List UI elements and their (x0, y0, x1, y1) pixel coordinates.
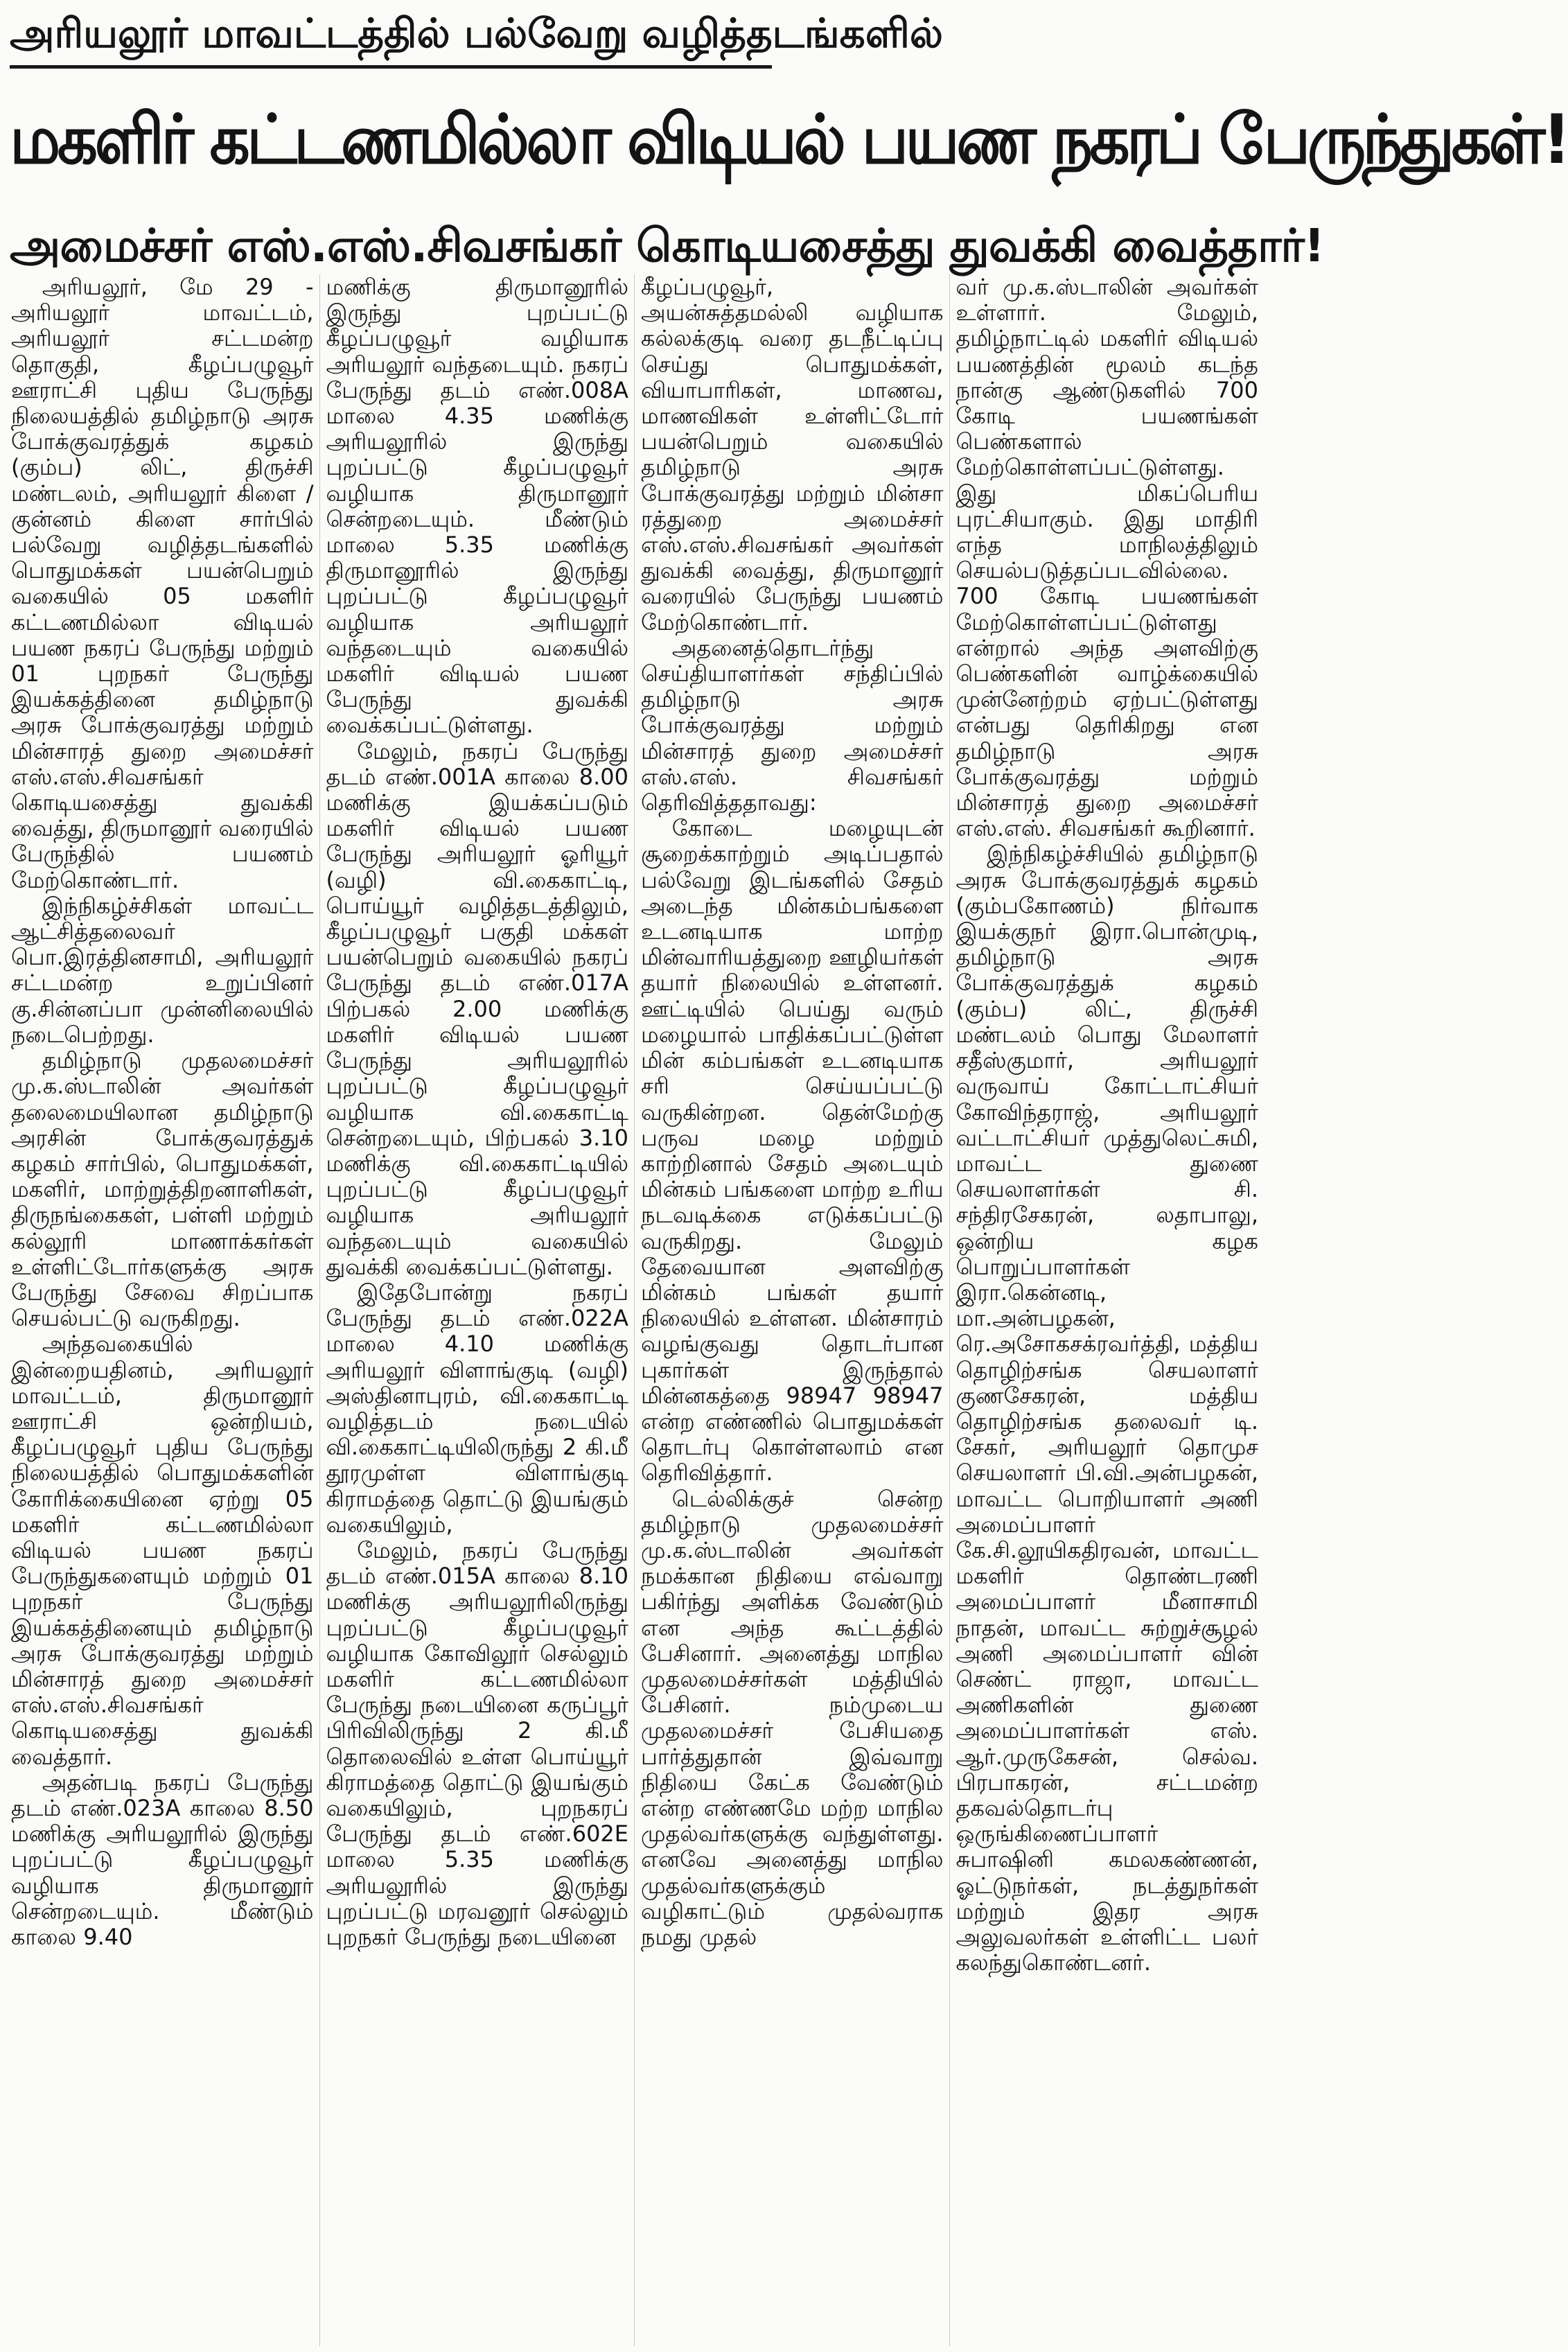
article-body (11, 274, 1258, 2346)
article-paragraph: வர் மு.க.ஸ்டாலின் அவர்கள் உள்ளார். மேலும், தமிழ்நாட்டில் மகளிர் விடியல் பயணத்தின் மூலம் கடந்த நான்கு ஆண்டுகளில் 700 கோடி பயணங்கள் பெண்களால் மேற்கொள்ளப்பட்டுள்ளது. இது மிகப்பெரிய புரட்சியாகும். இது மாதிரி எந்த மாநிலத்திலும் செயல்படுத்தப்படவில்லை. 700 கோடி பயணங்கள் மேற்கொள்ளப்பட்டுள்ளது என்றால் அந்த அளவிற்கு பெண்களின் வாழ்க்கையில் முன்னேற்றம் ஏற்பட்டுள்ளது என்பது தெரிகிறது என தமிழ்நாடு அரசு போக்குவரத்து மற்றும் மின்சாரத் துறை அமைச்சர் எஸ்.எஸ். சிவசங்கர் கூறினார். (955, 274, 1258, 842)
article-column-4 (956, 274, 1259, 2346)
article-paragraph: கீழப்பழுவூர், அயன்சுத்தமல்லி வழியாக கல்லக்குடி வரை தடநீட்டிப்பு செய்து பொதுமக்கள், வியாபாரிகள், மாணவ, மாணவிகள் உள்ளிட்டோர் பயன்பெறும் வகையில் தமிழ்நாடு அரசு போக்குவரத்து மற்றும் மின்சா ரத்துறை அமைச்சர் எஸ்.எஸ்.சிவசங்கர் அவர்கள் துவக்கி வைத்து, திருமானூர் வரையில் பேருந்து பயணம் மேற்கொண்டார். (641, 274, 944, 635)
article-column-2 (326, 274, 629, 2346)
article-column-1 (11, 274, 314, 2346)
article-paragraph: தமிழ்நாடு முதலமைச்சர் மு.க.ஸ்டாலின் அவர்கள் தலைமையிலான தமிழ்நாடு அரசின் போக்குவரத்துக் கழகம் சார்பில், பொதுமக்கள், மகளிர், மாற்றுத்திறனாளிகள், திருநங்கைகள், பள்ளி மற்றும் கல்லூரி மாணாக்கர்கள் உள்ளிட்டோர்களுக்கு அரசு பேருந்து சேவை சிறப்பாக செயல்பட்டு வருகிறது. (11, 1047, 314, 1332)
article-paragraph: இதேபோன்று நகரப் பேருந்து தடம் எண்.022A மாலை 4.10 மணிக்கு அரியலூர் விளாங்குடி (வழி) அஸ்தினாபுரம், வி.கைகாட்டி வழித்தடம் நடையில் வி.கைகாட்டியிலிருந்து 2 கி.மீ தூரமுள்ள விளாங்குடி கிராமத்தை தொட்டு இயங்கும் வகையிலும், (326, 1279, 628, 1538)
article-paragraph: அரியலூர், மே 29 - அரியலூர் மாவட்டம், அரியலூர் சட்டமன்ற தொகுதி, கீழப்பழுவூர் ஊராட்சி புதிய பேருந்து நிலையத்தில் தமிழ்நாடு அரசு போக்குவரத்துக் கழகம் (கும்ப) லிட், திருச்சி மண்டலம், அரியலூர் கிளை / குன்னம் கிளை சார்பில் பல்வேறு வழித்தடங்களில் பொதுமக்கள் பயன்பெறும் வகையில் 05 மகளிர் கட்டணமில்லா விடியல் பயண நகரப் பேருந்து மற்றும் 01 புறநகர் பேருந்து இயக்கத்தினை தமிழ்நாடு அரசு போக்குவரத்து மற்றும் மின்சாரத் துறை அமைச்சர் எஸ்.எஸ்.சிவசங்கர் கொடியசைத்து துவக்கி வைத்து, திருமானூர் வரையில் பேருந்தில் பயணம் மேற்கொண்டார். (11, 274, 314, 893)
article-paragraph: இந்நிகழ்ச்சிகள் மாவட்ட ஆட்சித்தலைவர் பொ.இரத்தினசாமி, அரியலூர் சட்டமன்ற உறுப்பினர் கு.சின்னப்பா முன்னிலையில் நடைபெற்றது. (11, 892, 314, 1048)
main-headline: மகளிர் கட்டணமில்லா விடியல் பயண நகரப் பேருந்துகள்! (10, 100, 1568, 179)
article-paragraph: டெல்லிக்குச் சென்ற தமிழ்நாடு முதலமைச்சர் மு.க.ஸ்டாலின் அவர்கள் நமக்கான நிதியை எவ்வாறு பகிர்ந்து அளிக்க வேண்டும் என அந்த கூட்டத்தில் பேசினார். அனைத்து மாநில முதலமைச்சர்கள் மத்தியில் பேசினர். நம்முடைய முதலமைச்சர் பேசியதை பார்த்துதான் இவ்வாறு நிதியை கேட்க வேண்டும் என்ற எண்ணமே மற்ற மாநில முதல்வர்களுக்கு வந்துள்ளது. எனவே அனைத்து மாநில முதல்வர்களுக்கும் வழிகாட்டும் முதல்வராக நமது முதல் (641, 1485, 944, 1950)
article-paragraph: அந்தவகையில் இன்றையதினம், அரியலூர் மாவட்டம், திருமானூர் ஊராட்சி ஒன்றியம், கீழப்பழுவூர் புதிய பேருந்து நிலையத்தில் பொதுமக்களின் கோரிக்கையினை ஏற்று 05 மகளிர் கட்டணமில்லா விடியல் பயண நகரப் பேருந்துகளையும் மற்றும் 01 புறநகர் பேருந்து இயக்கத்தினையும் தமிழ்நாடு அரசு போக்குவரத்து மற்றும் மின்சாரத் துறை அமைச்சர் எஸ்.எஸ்.சிவசங்கர் கொடியசைத்து துவக்கி வைத்தார். (11, 1331, 314, 1770)
article-paragraph: மேலும், நகரப் பேருந்து தடம் எண்.001A காலை 8.00 மணிக்கு இயக்கப்படும் மகளிர் விடியல் பயண பேருந்து அரியலூர் ஓரியூர் (வழி) வி.கைகாட்டி, பொய்யூர் வழித்தடத்திலும், கீழப்பழுவூர் பகுதி மக்கள் பயன்பெறும் வகையில் நகரப் பேருந்து தடம் எண்.017A பிற்பகல் 2.00 மணிக்கு மகளிர் விடியல் பயண பேருந்து அரியலூரில் புறப்பட்டு கீழப்பழுவூர் வழியாக வி.கைகாட்டி சென்றடையும், பிற்பகல் 3.10 மணிக்கு வி.கைகாட்டியில் புறப்பட்டு கீழப்பழுவூர் வழியாக அரியலூர் வந்தடையும் வகையில் துவக்கி வைக்கப்பட்டுள்ளது. (326, 737, 628, 1280)
article-paragraph: அதனைத்தொடர்ந்து செய்தியாளர்கள் சந்திப்பில் தமிழ்நாடு அரசு போக்குவரத்து மற்றும் மின்சாரத் துறை அமைச்சர் எஸ்.எஸ். சிவசங்கர் தெரிவித்ததாவது: (641, 634, 944, 816)
article-paragraph: கோடை மழையுடன் சூறைக்காற்றும் அடிப்பதால் பல்வேறு இடங்களில் சேதம் அடைந்த மின்கம்பங்களை உடனடியாக மாற்ற மின்வாரியத்துறை ஊழியர்கள் தயார் நிலையில் உள்ளனர். ஊட்டியில் பெய்து வரும் மழையால் பாதிக்கப்பட்டுள்ள மின் கம்பங்கள் உடனடியாக சரி செய்யப்பட்டு வருகின்றன. தென்மேற்கு பருவ மழை மற்றும் காற்றினால் சேதம் அடையும் மின்கம் பங்களை மாற்ற உரிய நடவடிக்கை எடுக்கப்பட்டு வருகிறது. மேலும் தேவையான அளவிற்கு மின்கம் பங்கள் தயார் நிலையில் உள்ளன. மின்சாரம் வழங்குவது தொடர்பான புகார்கள் இருந்தால் மின்னகத்தை 98947 98947 என்ற எண்ணில் பொதுமக்கள் தொடர்பு கொள்ளலாம் என தெரிவித்தார். (641, 815, 944, 1486)
article-paragraph: மேலும், நகரப் பேருந்து தடம் எண்.015A காலை 8.10 மணிக்கு அரியலூரிலிருந்து புறப்பட்டு கீழப்பழுவூர் வழியாக கோவிலூர் செல்லும் மகளிர் கட்டணமில்லா பேருந்து நடையினை கருப்பூர் பிரிவிலிருந்து 2 கி.மீ தொலைவில் உள்ள பொய்யூர் கிராமத்தை தொட்டு இயங்கும் வகையிலும், புறநகரப் பேருந்து தடம் எண்.602E மாலை 5.35 மணிக்கு அரியலூரில் இருந்து புறப்பட்டு மரவனூர் செல்லும் புறநகர் பேருந்து நடையினை (326, 1536, 628, 1950)
article-paragraph: அதன்படி நகரப் பேருந்து தடம் எண்.023A காலை 8.50 மணிக்கு அரியலூரில் இருந்து புறப்பட்டு கீழப்பழுவூர் வழியாக திருமானூர் சென்றடையும். மீண்டும் காலை 9.40 (11, 1769, 314, 1950)
sub-headline: அமைச்சர் எஸ்.எஸ்.சிவசங்கர் கொடியசைத்து துவக்கி வைத்தார்! (10, 219, 1325, 272)
article-column-3 (641, 274, 944, 2346)
article-paragraph: மணிக்கு திருமானூரில் இருந்து புறப்பட்டு கீழப்பழுவூர் வழியாக அரியலூர் வந்தடையும். நகரப் பேருந்து தடம் எண்.008A மாலை 4.35 மணிக்கு அரியலூரில் இருந்து புறப்பட்டு கீழப்பழுவூர் வழியாக திருமானூர் சென்றடையும். மீண்டும் மாலை 5.35 மணிக்கு திருமானூரில் இருந்து புறப்பட்டு கீழப்பழுவூர் வழியாக அரியலூர் வந்தடையும் வகையில் மகளிர் விடியல் பயண பேருந்து துவக்கி வைக்கப்பட்டுள்ளது. (326, 274, 628, 739)
kicker-headline: அரியலூர் மாவட்டத்தில் பல்வேறு வழித்தடங்களில் (10, 4, 772, 69)
article-paragraph: இந்நிகழ்ச்சியில் தமிழ்நாடு அரசு போக்குவரத்துக் கழகம் (கும்பகோணம்) நிர்வாக இயக்குநர் இரா.பொன்முடி, தமிழ்நாடு அரசு போக்குவரத்துக் கழகம் (கும்ப) லிட், திருச்சி மண்டலம் பொது மேலாளர் சதீஸ்குமார், அரியலூர் வருவாய் கோட்டாட்சியர் கோவிந்தராஜ், அரியலூர் வட்டாட்சியர் முத்துலெட்சுமி, மாவட்ட துணை செயலாளர்கள் சி. சந்திரசேகரன், லதாபாலு, ஒன்றிய கழக பொறுப்பாளர்கள் இரா.கென்னடி, மா.அன்பழகன், ரெ.அசோகசக்ரவர்த்தி, மத்திய தொழிற்சங்க செயலாளர் குணசேகரன், மத்திய தொழிற்சங்க தலைவர் டி. சேகர், அரியலூர் தொமுச செயலாளர் பி.வி.அன்பழகன், மாவட்ட பொறியாளர் அணி அமைப்பாளர் கே.சி.லூயிகதிரவன், மாவட்ட மகளிர் தொண்டரணி அமைப்பாளர் மீனாசாமி நாதன், மாவட்ட சுற்றுச்சூழல் அணி அமைப்பாளர் வின் செண்ட் ராஜா, மாவட்ட அணிகளின் துணை அமைப்பாளர்கள் எஸ். ஆர்.முருகேசன், செல்வ. பிரபாகரன், சட்டமன்ற தகவல்தொடர்பு ஒருங்கிணைப்பாளர் சுபாஷினி கமலகண்ணன், ஓட்டுநர்கள், நடத்துநர்கள் மற்றும் இதர அரசு அலுவலர்கள் உள்ளிட்ட பலர் கலந்துகொண்டனர். (955, 841, 1258, 1976)
